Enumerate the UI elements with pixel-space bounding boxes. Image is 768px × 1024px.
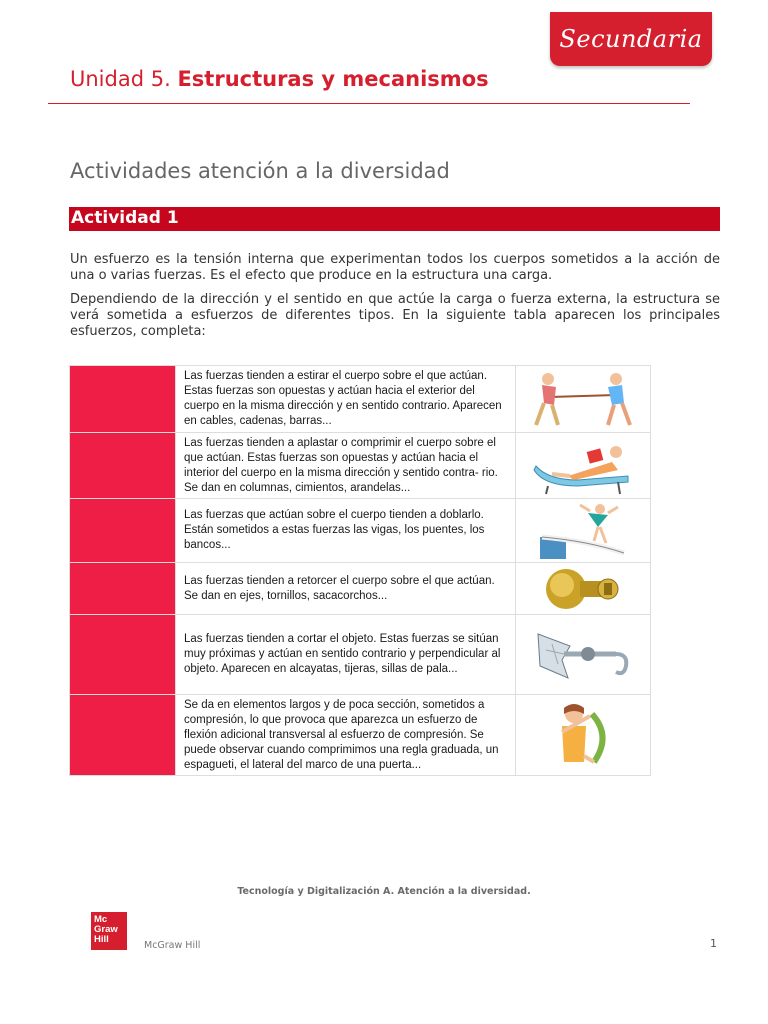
hook-in-wall-illustration <box>516 615 651 695</box>
answer-cell[interactable] <box>70 366 176 433</box>
section-title: Actividades atención a la diversidad <box>70 159 450 183</box>
logo-line: Mc <box>94 914 108 925</box>
description-cell: Las fuerzas tienden a retorcer el cuerpo sobre el que actúan. Se dan en ejes, tornillos, sacacorchos... <box>176 563 516 615</box>
table-row <box>70 615 651 695</box>
description-cell: Las fuerzas que actúan sobre el cuerpo tienden a doblarlo. Están sometidos a estas fuerzas las vigas, los puentes, los bancos... <box>176 499 516 563</box>
table-row <box>70 563 651 615</box>
instructions-paragraph: Dependiendo de la dirección y el sentido en que actúe la carga o fuerza externa, la estructura se verá sometida a esfuerzos de diferentes tipos. En la siguiente tabla aparecen los principales esfuerzos, completa: <box>70 292 720 339</box>
table-row <box>70 366 651 433</box>
unit-name: Estructuras y mecanismos <box>177 67 489 91</box>
answer-cell[interactable] <box>70 695 176 776</box>
title-divider <box>48 103 690 104</box>
logo-line: Graw <box>94 924 118 935</box>
answer-cell[interactable] <box>70 615 176 695</box>
description-cell: Las fuerzas tienden a estirar el cuerpo sobre el que actúan. Estas fuerzas son opuestas y actúan hacia el exterior del cuerpo en la misma dirección y en sentido contrario. Aparecen en cables, cadenas, barras... <box>176 366 516 433</box>
footer-brand: McGraw Hill <box>144 940 201 951</box>
mcgraw-hill-logo <box>91 912 127 950</box>
diving-board-illustration <box>516 499 651 563</box>
answer-cell[interactable] <box>70 499 176 563</box>
footer-subject: Tecnología y Digitalización A. Atención a la diversidad. <box>237 886 531 897</box>
unit-prefix: Unidad 5. <box>70 67 171 91</box>
page-number: 1 <box>710 937 717 950</box>
description-cell: Las fuerzas tienden a aplastar o comprimir el cuerpo sobre el que actúan. Estas fuerzas son opuestas y actúan hacia el interior del cuerpo en la misma dirección y sentido contra- rio. Se dan en columnas, cimientos, arandelas... <box>176 433 516 499</box>
secundaria-badge <box>550 12 712 66</box>
door-knob-key-illustration <box>516 563 651 615</box>
tug-of-war-illustration <box>516 366 651 433</box>
activity-title: Actividad 1 <box>71 208 179 228</box>
person-on-lounger-illustration <box>516 433 651 499</box>
description-cell: Se da en elementos largos y de poca sección, sometidos a compresión, lo que provoca que aparezca un esfuerzo de flexión adicional transversal al esfuerzo de compresión. Se puede observar cuando comprimimos una regla graduada, un espagueti, el lateral del marco de una puerta... <box>176 695 516 776</box>
bending-ruler-illustration <box>516 695 651 776</box>
description-cell: Las fuerzas tienden a cortar el objeto. Estas fuerzas se sitúan muy próximas y actúan en sentido contrario y perpendicular al objeto. Aparecen en alcayatas, tijeras, sillas de pala... <box>176 615 516 695</box>
logo-line: Hill <box>94 934 109 945</box>
answer-cell[interactable] <box>70 433 176 499</box>
answer-cell[interactable] <box>70 563 176 615</box>
stress-types-table <box>69 365 651 776</box>
table-row <box>70 499 651 563</box>
table-row <box>70 695 651 776</box>
table-row <box>70 433 651 499</box>
unit-title <box>70 67 489 91</box>
activity-heading-bar <box>69 207 720 231</box>
intro-paragraph: Un esfuerzo es la tensión interna que experimentan todos los cuerpos sometidos a la acción de una o varias fuerzas. Es el efecto que produce en la estructura una carga. <box>70 252 720 283</box>
secundaria-badge-text: Secundaria <box>559 25 703 53</box>
